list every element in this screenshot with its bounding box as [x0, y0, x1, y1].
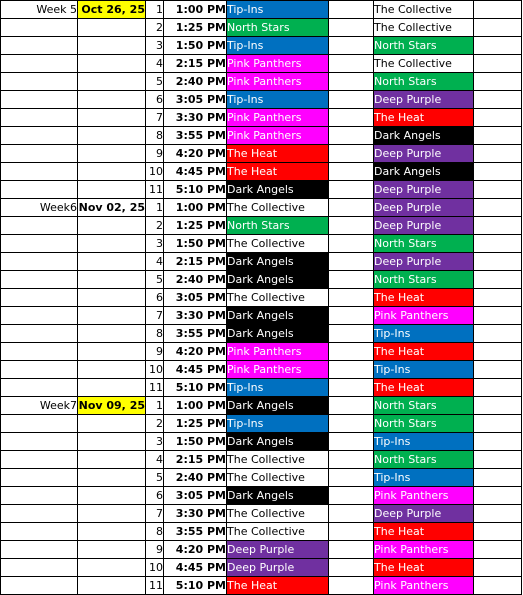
- week-cell[interactable]: [1, 523, 78, 541]
- empty-cell[interactable]: [474, 289, 522, 307]
- time-cell[interactable]: 1:00 PM: [164, 199, 227, 217]
- time-cell[interactable]: 2:15 PM: [164, 253, 227, 271]
- date-cell[interactable]: [78, 289, 146, 307]
- schedule-row: [1, 55, 522, 73]
- team1-cell[interactable]: North Stars: [227, 19, 329, 37]
- game-number-cell[interactable]: 2: [146, 415, 164, 433]
- team1-cell[interactable]: Dark Angels: [227, 397, 329, 415]
- game-number-cell[interactable]: 3: [146, 433, 164, 451]
- week-cell[interactable]: [1, 415, 78, 433]
- empty-cell[interactable]: [474, 253, 522, 271]
- empty-cell[interactable]: [474, 217, 522, 235]
- date-cell[interactable]: [78, 109, 146, 127]
- team2-cell[interactable]: North Stars: [374, 73, 474, 91]
- empty-cell[interactable]: [329, 577, 374, 595]
- game-number-cell[interactable]: 6: [146, 487, 164, 505]
- empty-cell[interactable]: [474, 55, 522, 73]
- empty-cell[interactable]: [474, 559, 522, 577]
- date-cell[interactable]: [78, 127, 146, 145]
- date-cell[interactable]: [78, 325, 146, 343]
- empty-cell[interactable]: [329, 235, 374, 253]
- week-cell[interactable]: [1, 145, 78, 163]
- empty-cell[interactable]: [329, 1, 374, 19]
- team2-cell[interactable]: The Heat: [374, 343, 474, 361]
- time-cell[interactable]: 3:05 PM: [164, 487, 227, 505]
- week-cell[interactable]: [1, 577, 78, 595]
- schedule-row: [1, 433, 522, 451]
- team1-cell[interactable]: Dark Angels: [227, 433, 329, 451]
- team2-cell[interactable]: Pink Panthers: [374, 541, 474, 559]
- week-cell[interactable]: Week7: [1, 397, 78, 415]
- week-cell[interactable]: [1, 253, 78, 271]
- time-cell[interactable]: 1:25 PM: [164, 19, 227, 37]
- time-cell[interactable]: 4:45 PM: [164, 361, 227, 379]
- schedule-row: [1, 73, 522, 91]
- date-cell[interactable]: [78, 235, 146, 253]
- empty-cell[interactable]: [329, 325, 374, 343]
- team1-cell[interactable]: Tip-Ins: [227, 379, 329, 397]
- empty-cell[interactable]: [474, 1, 522, 19]
- empty-cell[interactable]: [329, 487, 374, 505]
- game-number-cell[interactable]: 1: [146, 397, 164, 415]
- empty-cell[interactable]: [474, 235, 522, 253]
- date-cell[interactable]: [78, 91, 146, 109]
- empty-cell[interactable]: [474, 451, 522, 469]
- team2-cell[interactable]: Deep Purple: [374, 91, 474, 109]
- week-cell[interactable]: [1, 37, 78, 55]
- date-cell[interactable]: [78, 343, 146, 361]
- game-number-cell[interactable]: 6: [146, 91, 164, 109]
- game-number-cell[interactable]: 10: [146, 163, 164, 181]
- week-cell[interactable]: [1, 127, 78, 145]
- team1-cell[interactable]: The Collective: [227, 505, 329, 523]
- date-cell[interactable]: [78, 361, 146, 379]
- time-cell[interactable]: 4:20 PM: [164, 541, 227, 559]
- week-cell[interactable]: [1, 55, 78, 73]
- week-cell[interactable]: [1, 343, 78, 361]
- team2-cell[interactable]: The Heat: [374, 523, 474, 541]
- week-cell[interactable]: [1, 289, 78, 307]
- empty-cell[interactable]: [329, 523, 374, 541]
- team1-cell[interactable]: North Stars: [227, 217, 329, 235]
- empty-cell[interactable]: [329, 73, 374, 91]
- empty-cell[interactable]: [474, 397, 522, 415]
- time-cell[interactable]: 1:25 PM: [164, 217, 227, 235]
- time-cell[interactable]: 3:30 PM: [164, 307, 227, 325]
- date-cell[interactable]: [78, 469, 146, 487]
- team1-cell[interactable]: Dark Angels: [227, 307, 329, 325]
- schedule-row: [1, 451, 522, 469]
- empty-cell[interactable]: [329, 415, 374, 433]
- schedule-row: [1, 127, 522, 145]
- empty-cell[interactable]: [474, 73, 522, 91]
- week-cell[interactable]: [1, 217, 78, 235]
- schedule-row: [1, 559, 522, 577]
- schedule-row: [1, 289, 522, 307]
- date-cell[interactable]: [78, 253, 146, 271]
- week-cell[interactable]: [1, 541, 78, 559]
- empty-cell[interactable]: [329, 469, 374, 487]
- game-number-cell[interactable]: 4: [146, 253, 164, 271]
- week-cell[interactable]: [1, 307, 78, 325]
- team2-cell[interactable]: Dark Angels: [374, 163, 474, 181]
- empty-cell[interactable]: [474, 343, 522, 361]
- team2-cell[interactable]: Tip-Ins: [374, 469, 474, 487]
- empty-cell[interactable]: [474, 487, 522, 505]
- team1-cell[interactable]: Deep Purple: [227, 559, 329, 577]
- team2-cell[interactable]: Deep Purple: [374, 199, 474, 217]
- team1-cell[interactable]: Deep Purple: [227, 541, 329, 559]
- week-cell[interactable]: [1, 433, 78, 451]
- empty-cell[interactable]: [474, 163, 522, 181]
- empty-cell[interactable]: [329, 559, 374, 577]
- week-cell[interactable]: [1, 91, 78, 109]
- date-cell[interactable]: [78, 487, 146, 505]
- empty-cell[interactable]: [474, 109, 522, 127]
- time-cell[interactable]: 2:15 PM: [164, 55, 227, 73]
- empty-cell[interactable]: [329, 19, 374, 37]
- team2-cell[interactable]: Tip-Ins: [374, 325, 474, 343]
- team2-cell[interactable]: North Stars: [374, 235, 474, 253]
- date-cell[interactable]: Nov 09, 25: [78, 397, 146, 415]
- empty-cell[interactable]: [329, 343, 374, 361]
- team2-cell[interactable]: Deep Purple: [374, 505, 474, 523]
- week-cell[interactable]: [1, 109, 78, 127]
- team2-cell[interactable]: North Stars: [374, 415, 474, 433]
- schedule-row: [1, 109, 522, 127]
- date-cell[interactable]: [78, 307, 146, 325]
- date-cell[interactable]: [78, 415, 146, 433]
- time-cell[interactable]: 2:40 PM: [164, 469, 227, 487]
- team1-cell[interactable]: Dark Angels: [227, 181, 329, 199]
- empty-cell[interactable]: [474, 541, 522, 559]
- date-cell[interactable]: [78, 73, 146, 91]
- date-cell[interactable]: [78, 577, 146, 595]
- empty-cell[interactable]: [474, 271, 522, 289]
- team2-cell[interactable]: North Stars: [374, 397, 474, 415]
- empty-cell[interactable]: [329, 37, 374, 55]
- date-cell[interactable]: [78, 145, 146, 163]
- team1-cell[interactable]: The Collective: [227, 523, 329, 541]
- game-number-cell[interactable]: 7: [146, 505, 164, 523]
- schedule-row: [1, 325, 522, 343]
- team1-cell[interactable]: Dark Angels: [227, 325, 329, 343]
- time-cell[interactable]: 3:55 PM: [164, 325, 227, 343]
- game-number-cell[interactable]: 7: [146, 109, 164, 127]
- schedule-row: [1, 523, 522, 541]
- team2-cell[interactable]: The Collective: [374, 55, 474, 73]
- time-cell[interactable]: 4:20 PM: [164, 145, 227, 163]
- schedule-row: [1, 91, 522, 109]
- game-number-cell[interactable]: 8: [146, 523, 164, 541]
- team2-cell[interactable]: North Stars: [374, 451, 474, 469]
- week-cell[interactable]: [1, 559, 78, 577]
- week-cell[interactable]: Week6: [1, 199, 78, 217]
- team2-cell[interactable]: The Heat: [374, 109, 474, 127]
- week-cell[interactable]: [1, 235, 78, 253]
- schedule-row: [1, 577, 522, 595]
- week-cell[interactable]: [1, 451, 78, 469]
- team2-cell[interactable]: Dark Angels: [374, 127, 474, 145]
- empty-cell[interactable]: [474, 577, 522, 595]
- empty-cell[interactable]: [329, 217, 374, 235]
- time-cell[interactable]: 3:55 PM: [164, 523, 227, 541]
- game-number-cell[interactable]: 8: [146, 325, 164, 343]
- game-number-cell[interactable]: 7: [146, 307, 164, 325]
- empty-cell[interactable]: [474, 145, 522, 163]
- game-number-cell[interactable]: 1: [146, 199, 164, 217]
- date-cell[interactable]: [78, 523, 146, 541]
- schedule-row: [1, 235, 522, 253]
- game-number-cell[interactable]: 5: [146, 271, 164, 289]
- team1-cell[interactable]: The Heat: [227, 577, 329, 595]
- time-cell[interactable]: 2:40 PM: [164, 73, 227, 91]
- schedule-row: [1, 307, 522, 325]
- game-number-cell[interactable]: 10: [146, 559, 164, 577]
- team2-cell[interactable]: Deep Purple: [374, 181, 474, 199]
- empty-cell[interactable]: [474, 469, 522, 487]
- schedule-row: [1, 199, 522, 217]
- week-cell[interactable]: [1, 505, 78, 523]
- team1-cell[interactable]: Dark Angels: [227, 271, 329, 289]
- game-number-cell[interactable]: 3: [146, 37, 164, 55]
- empty-cell[interactable]: [329, 451, 374, 469]
- empty-cell[interactable]: [329, 145, 374, 163]
- date-cell[interactable]: [78, 379, 146, 397]
- time-cell[interactable]: 3:30 PM: [164, 505, 227, 523]
- team1-cell[interactable]: Tip-Ins: [227, 1, 329, 19]
- game-number-cell[interactable]: 8: [146, 127, 164, 145]
- schedule-row: [1, 253, 522, 271]
- team2-cell[interactable]: North Stars: [374, 271, 474, 289]
- week-cell[interactable]: [1, 73, 78, 91]
- game-number-cell[interactable]: 10: [146, 361, 164, 379]
- empty-cell[interactable]: [474, 379, 522, 397]
- empty-cell[interactable]: [474, 199, 522, 217]
- date-cell[interactable]: [78, 541, 146, 559]
- empty-cell[interactable]: [474, 415, 522, 433]
- game-number-cell[interactable]: 2: [146, 217, 164, 235]
- game-number-cell[interactable]: 11: [146, 379, 164, 397]
- game-number-cell[interactable]: 11: [146, 181, 164, 199]
- empty-cell[interactable]: [329, 397, 374, 415]
- empty-cell[interactable]: [329, 541, 374, 559]
- schedule-row: [1, 415, 522, 433]
- schedule-row: [1, 361, 522, 379]
- team1-cell[interactable]: The Heat: [227, 163, 329, 181]
- time-cell[interactable]: 1:50 PM: [164, 433, 227, 451]
- time-cell[interactable]: 1:00 PM: [164, 397, 227, 415]
- team1-cell[interactable]: Pink Panthers: [227, 361, 329, 379]
- empty-cell[interactable]: [474, 505, 522, 523]
- team2-cell[interactable]: Tip-Ins: [374, 433, 474, 451]
- time-cell[interactable]: 1:25 PM: [164, 415, 227, 433]
- schedule-row: [1, 163, 522, 181]
- empty-cell[interactable]: [474, 37, 522, 55]
- game-number-cell[interactable]: 4: [146, 55, 164, 73]
- time-cell[interactable]: 1:00 PM: [164, 1, 227, 19]
- team2-cell[interactable]: Pink Panthers: [374, 577, 474, 595]
- schedule-row: [1, 1, 522, 19]
- date-cell[interactable]: [78, 559, 146, 577]
- team2-cell[interactable]: Deep Purple: [374, 217, 474, 235]
- date-cell[interactable]: Nov 02, 25: [78, 199, 146, 217]
- time-cell[interactable]: 2:40 PM: [164, 271, 227, 289]
- time-cell[interactable]: 3:30 PM: [164, 109, 227, 127]
- week-cell[interactable]: [1, 469, 78, 487]
- time-cell[interactable]: 4:45 PM: [164, 163, 227, 181]
- empty-cell[interactable]: [329, 433, 374, 451]
- team1-cell[interactable]: Pink Panthers: [227, 343, 329, 361]
- team1-cell[interactable]: Pink Panthers: [227, 55, 329, 73]
- empty-cell[interactable]: [329, 199, 374, 217]
- date-cell[interactable]: [78, 55, 146, 73]
- empty-cell[interactable]: [474, 307, 522, 325]
- team1-cell[interactable]: Pink Panthers: [227, 73, 329, 91]
- time-cell[interactable]: 4:45 PM: [164, 559, 227, 577]
- empty-cell[interactable]: [474, 127, 522, 145]
- schedule-rows: [1, 1, 522, 595]
- week-cell[interactable]: [1, 379, 78, 397]
- empty-cell[interactable]: [474, 523, 522, 541]
- date-cell[interactable]: [78, 163, 146, 181]
- date-cell[interactable]: [78, 19, 146, 37]
- team1-cell[interactable]: The Collective: [227, 235, 329, 253]
- empty-cell[interactable]: [474, 91, 522, 109]
- schedule-row: [1, 505, 522, 523]
- empty-cell[interactable]: [329, 181, 374, 199]
- schedule-row: [1, 145, 522, 163]
- empty-cell[interactable]: [474, 181, 522, 199]
- schedule-row: [1, 541, 522, 559]
- team1-cell[interactable]: Dark Angels: [227, 253, 329, 271]
- time-cell[interactable]: 5:10 PM: [164, 181, 227, 199]
- date-cell[interactable]: Oct 26, 25: [78, 1, 146, 19]
- empty-cell[interactable]: [474, 433, 522, 451]
- week-cell[interactable]: [1, 325, 78, 343]
- team2-cell[interactable]: Deep Purple: [374, 253, 474, 271]
- team1-cell[interactable]: The Heat: [227, 145, 329, 163]
- empty-cell[interactable]: [329, 307, 374, 325]
- schedule-row: [1, 217, 522, 235]
- team1-cell[interactable]: The Collective: [227, 469, 329, 487]
- team2-cell[interactable]: Tip-Ins: [374, 361, 474, 379]
- schedule-row: [1, 271, 522, 289]
- team2-cell[interactable]: The Heat: [374, 289, 474, 307]
- time-cell[interactable]: 3:05 PM: [164, 289, 227, 307]
- team2-cell[interactable]: The Heat: [374, 379, 474, 397]
- empty-cell[interactable]: [329, 127, 374, 145]
- empty-cell[interactable]: [329, 109, 374, 127]
- empty-cell[interactable]: [329, 379, 374, 397]
- game-number-cell[interactable]: 1: [146, 1, 164, 19]
- game-number-cell[interactable]: 5: [146, 73, 164, 91]
- schedule-row: [1, 343, 522, 361]
- team1-cell[interactable]: The Collective: [227, 199, 329, 217]
- time-cell[interactable]: 1:50 PM: [164, 235, 227, 253]
- week-cell[interactable]: [1, 181, 78, 199]
- date-cell[interactable]: [78, 181, 146, 199]
- date-cell[interactable]: [78, 217, 146, 235]
- date-cell[interactable]: [78, 451, 146, 469]
- game-number-cell[interactable]: 3: [146, 235, 164, 253]
- time-cell[interactable]: 5:10 PM: [164, 577, 227, 595]
- week-cell[interactable]: [1, 361, 78, 379]
- empty-cell[interactable]: [329, 55, 374, 73]
- empty-cell[interactable]: [474, 19, 522, 37]
- date-cell[interactable]: [78, 505, 146, 523]
- week-cell[interactable]: [1, 487, 78, 505]
- time-cell[interactable]: 2:15 PM: [164, 451, 227, 469]
- team1-cell[interactable]: Tip-Ins: [227, 415, 329, 433]
- team2-cell[interactable]: Pink Panthers: [374, 487, 474, 505]
- team2-cell[interactable]: The Collective: [374, 19, 474, 37]
- team2-cell[interactable]: North Stars: [374, 37, 474, 55]
- date-cell[interactable]: [78, 37, 146, 55]
- team2-cell[interactable]: Pink Panthers: [374, 307, 474, 325]
- schedule-row: [1, 379, 522, 397]
- team1-cell[interactable]: Dark Angels: [227, 487, 329, 505]
- empty-cell[interactable]: [329, 253, 374, 271]
- date-cell[interactable]: [78, 271, 146, 289]
- schedule-row: [1, 19, 522, 37]
- time-cell[interactable]: 3:55 PM: [164, 127, 227, 145]
- date-cell[interactable]: [78, 433, 146, 451]
- game-number-cell[interactable]: 5: [146, 469, 164, 487]
- empty-cell[interactable]: [329, 163, 374, 181]
- game-number-cell[interactable]: 6: [146, 289, 164, 307]
- team2-cell[interactable]: The Heat: [374, 559, 474, 577]
- team1-cell[interactable]: Tip-Ins: [227, 91, 329, 109]
- team1-cell[interactable]: Pink Panthers: [227, 109, 329, 127]
- empty-cell[interactable]: [329, 91, 374, 109]
- team1-cell[interactable]: Tip-Ins: [227, 37, 329, 55]
- team1-cell[interactable]: The Collective: [227, 451, 329, 469]
- team2-cell[interactable]: The Collective: [374, 1, 474, 19]
- game-number-cell[interactable]: 9: [146, 541, 164, 559]
- team1-cell[interactable]: The Collective: [227, 289, 329, 307]
- team2-cell[interactable]: Deep Purple: [374, 145, 474, 163]
- schedule-row: [1, 397, 522, 415]
- game-number-cell[interactable]: 2: [146, 19, 164, 37]
- game-number-cell[interactable]: 9: [146, 343, 164, 361]
- schedule-row: [1, 469, 522, 487]
- team1-cell[interactable]: Pink Panthers: [227, 127, 329, 145]
- game-number-cell[interactable]: 11: [146, 577, 164, 595]
- week-cell[interactable]: [1, 163, 78, 181]
- empty-cell[interactable]: [474, 361, 522, 379]
- time-cell[interactable]: 3:05 PM: [164, 91, 227, 109]
- game-number-cell[interactable]: 9: [146, 145, 164, 163]
- schedule-row: [1, 181, 522, 199]
- week-cell[interactable]: [1, 271, 78, 289]
- time-cell[interactable]: 1:50 PM: [164, 37, 227, 55]
- empty-cell[interactable]: [329, 505, 374, 523]
- empty-cell[interactable]: [329, 271, 374, 289]
- empty-cell[interactable]: [329, 361, 374, 379]
- schedule-row: [1, 37, 522, 55]
- time-cell[interactable]: 5:10 PM: [164, 379, 227, 397]
- time-cell[interactable]: 4:20 PM: [164, 343, 227, 361]
- empty-cell[interactable]: [474, 325, 522, 343]
- week-cell[interactable]: Week 5: [1, 1, 78, 19]
- week-cell[interactable]: [1, 19, 78, 37]
- game-number-cell[interactable]: 4: [146, 451, 164, 469]
- empty-cell[interactable]: [329, 289, 374, 307]
- schedule-row: [1, 487, 522, 505]
